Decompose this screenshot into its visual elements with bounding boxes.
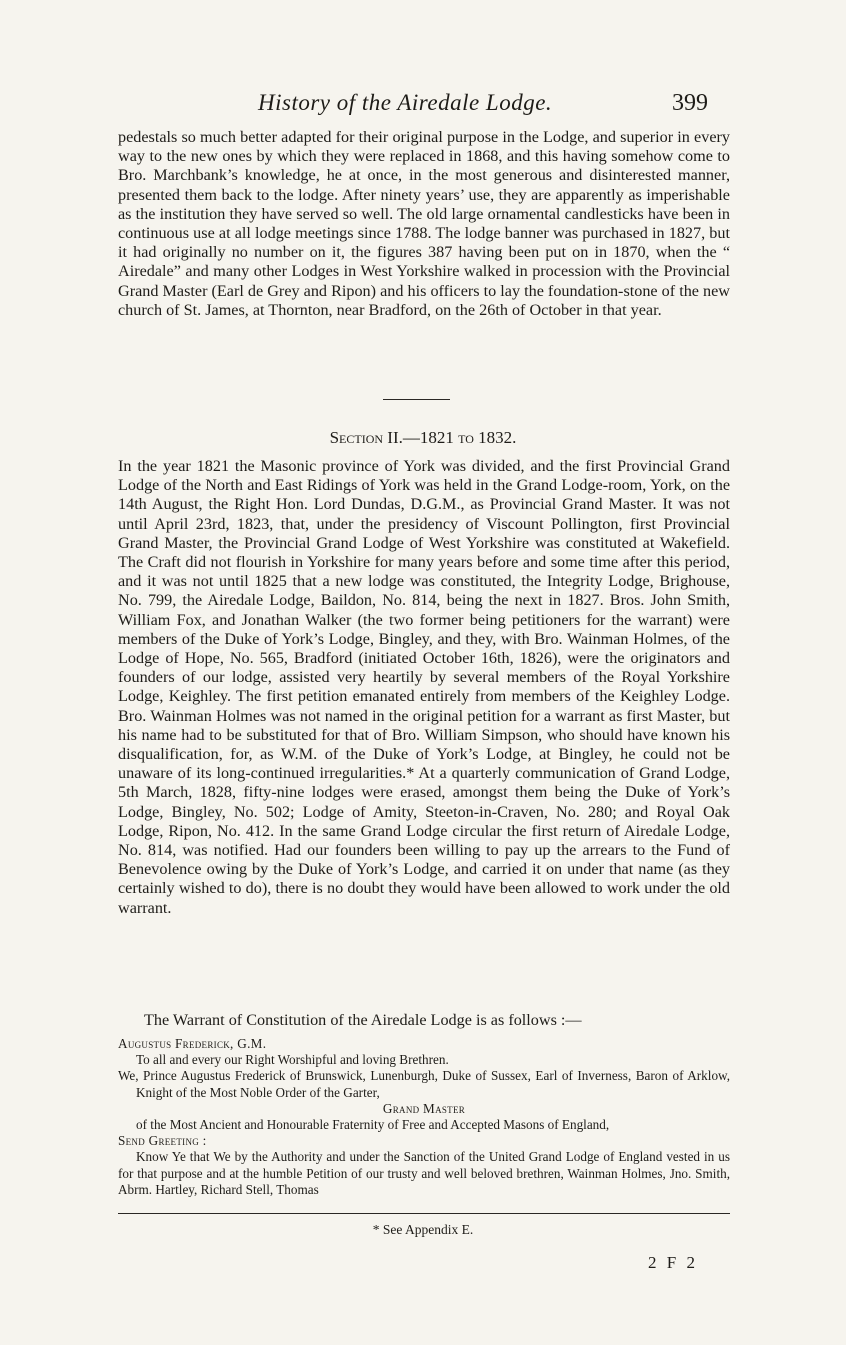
warrant-fraternity: of the Most Ancient and Honourable Fraternity of Free and Accepted Masons of England, [136, 1117, 610, 1133]
signature-mark: 2 F 2 [648, 1253, 698, 1272]
section-label: Section [329, 428, 384, 447]
warrant-salutation: To all and every our Right Worshipful and loving Brethren. [136, 1052, 449, 1068]
section-to: to [458, 428, 474, 447]
footnote-rule [118, 1213, 730, 1214]
warrant-grantor: Augustus Frederick, G.M. [118, 1036, 267, 1051]
running-title: History of the Airedale Lodge. [258, 90, 553, 115]
warrant-intro-paragraph: The Warrant of Constitution of the Airedale Lodge is as follows :— [144, 1011, 582, 1029]
section-heading [0, 428, 846, 448]
warrant-body: Know Ye that We by the Authority and under the Sanction of the United Grand Lodge of England vested in us for that purpose and at the humble Petition of our trusty and well beloved brethren, Wainman Holmes, Jno. Smith, Abrm. Hartley, Richard Stell, Thomas [118, 1149, 730, 1197]
warrant-office: Grand Master [382, 1100, 466, 1116]
section-end-year: 1832. [478, 428, 517, 447]
section-divider-rule [383, 399, 450, 400]
section-numeral: II.—1821 [387, 428, 454, 447]
warrant-quotation [118, 1036, 730, 1198]
warrant-declaration: We, Prince Augustus Frederick of Brunswick, Lunenburgh, Duke of Sussex, Earl of Inverness, Baron of Arklow, Knight of the Most Noble Order of the Garter, [118, 1068, 730, 1100]
warrant-greeting: Send Greeting : [118, 1133, 207, 1149]
paragraph-continuation: pedestals so much better adapted for their original purpose in the Lodge, and superior in every way to the new ones by which they were replaced in 1868, and this having somehow come to Bro. Marchbank’s knowledge, he at once, in the most generous and disinterested manner, presented them back to the lodge. After ninety years’ use, they are apparently as imperishable as the institution they have served so well. The old large ornamental candlesticks have been in continuous use at all lodge meetings since 1788. The lodge banner was purchased in 1827, but it had originally no number on it, the figures 387 having been put on in 1870, when the “ Airedale” and many other Lodges in West Yorkshire walked in procession with the Provincial Grand Master (Earl de Grey and Ripon) and his officers to lay the foundation-stone of the new church of St. James, at Thornton, near Bradford, on the 26th of October in that year. [118, 128, 730, 319]
page-number: 399 [672, 90, 708, 116]
running-head [0, 88, 846, 122]
footnote: * See Appendix E. [372, 1222, 474, 1237]
section-paragraph: In the year 1821 the Masonic province of York was divided, and the first Provincial Grand Lodge of the North and East Ridings of York was held in the Grand Lodge-room, York, on the 14th August, the Right Hon. Lord Dundas, D.G.M., as Provincial Grand Master. It was not until April 23rd, 1823, that, under the presidency of Viscount Pollington, first Provincial Grand Master, the Provincial Grand Lodge of West Yorkshire was constituted at Wakefield. The Craft did not flourish in Yorkshire for many years before and some time after this period, and it was not until 1825 that a new lodge was constituted, the Integrity Lodge, Brighouse, No. 799, the Airedale Lodge, Baildon, No. 814, being the next in 1827. Bros. John Smith, William Fox, and Jonathan Walker (the two former being petitioners for the warrant) were members of the Duke of York’s Lodge, Bingley, and they, with Bro. Wainman Holmes, of the Lodge of Hope, No. 565, Bradford (initiated October 16th, 1826), were the originators and founders of our lodge, assisted very heartily by several members of the Royal Yorkshire Lodge, Keighley. The first petition emanated entirely from members of the Keighley Lodge. Bro. Wainman Holmes was not named in the original petition for a warrant as first Master, but his name had to be substituted for that of Bro. William Simpson, who should have known his disqualification, for, as W.M. of the Duke of York’s Lodge, at Bingley, he could not be unaware of its long-continued irregularities.* At a quarterly communication of Grand Lodge, 5th March, 1828, fifty-nine lodges were erased, amongst them being the Duke of York’s Lodge, Bingley, No. 502; Lodge of Amity, Steeton-in-Craven, No. 280; and Royal Oak Lodge, Ripon, No. 412. In the same Grand Lodge circular the first return of Airedale Lodge, No. 814, was notified. Had our founders been willing to pay up the arrears to the Fund of Benevolence owing by the Duke of York’s Lodge, and carried it on under that name (as they certainly wished to do), there is no doubt they would have been allowed to work under the old warrant. [118, 457, 730, 917]
